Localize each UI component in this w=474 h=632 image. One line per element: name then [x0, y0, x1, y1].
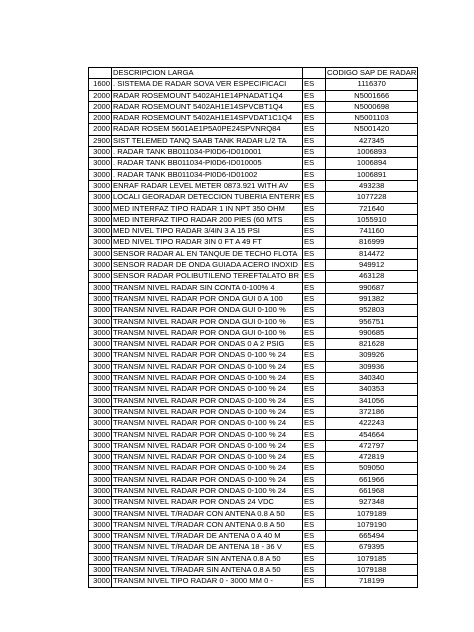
row-code-cell: 679395 [326, 542, 418, 553]
table-row [89, 553, 418, 564]
row-code-cell: 340340 [326, 373, 418, 384]
row-num-cell: 3000 [89, 214, 112, 225]
row-es-cell: ES [303, 440, 326, 451]
row-description-cell: SENSOR RADAR DE ONDA GUIADA ACERO INOXID [112, 260, 303, 271]
row-code-cell: 991382 [326, 293, 418, 304]
table-row [89, 463, 418, 474]
row-description-cell: SENSOR RADAR POLIBUTILENO TEREFTALATO BR [112, 271, 303, 282]
row-description-cell: TRANSM NIVEL RADAR POR ONDAS 0-100 % 24 [112, 406, 303, 417]
table-row [89, 474, 418, 485]
row-num-cell: 3000 [89, 440, 112, 451]
table-row [89, 158, 418, 169]
row-code-cell: 1079190 [326, 519, 418, 530]
row-code-cell: 814472 [326, 248, 418, 259]
table-row [89, 282, 418, 293]
row-code-cell: 741160 [326, 226, 418, 237]
row-es-cell: ES [303, 361, 326, 372]
row-description-cell: TRANSM NIVEL RADAR POR ONDAS 0-100 % 24 [112, 429, 303, 440]
row-num-cell: 3000 [89, 463, 112, 474]
row-num-cell: 2000 [89, 101, 112, 112]
table-row [89, 214, 418, 225]
row-num-cell: 3000 [89, 406, 112, 417]
header-description-cell: DESCRIPCION LARGA [112, 68, 303, 79]
row-code-cell: 463128 [326, 271, 418, 282]
row-es-cell: ES [303, 158, 326, 169]
header-row [89, 68, 418, 79]
row-description-cell: TRANSM NIVEL RADAR POR ONDAS 0-100 % 24 [112, 474, 303, 485]
row-es-cell: ES [303, 305, 326, 316]
row-description-cell: TRANSM NIVEL RADAR POR ONDAS 0-100 % 24 [112, 361, 303, 372]
row-num-cell: 3000 [89, 282, 112, 293]
row-es-cell: ES [303, 248, 326, 259]
table-row [89, 576, 418, 587]
table-row [89, 440, 418, 451]
row-es-cell: ES [303, 169, 326, 180]
table-row [89, 531, 418, 542]
table-row [89, 395, 418, 406]
table-row [89, 90, 418, 101]
table-row [89, 237, 418, 248]
row-code-cell: 1079188 [326, 565, 418, 576]
row-code-cell: 309936 [326, 361, 418, 372]
row-code-cell: 721640 [326, 203, 418, 214]
table-row [89, 79, 418, 90]
row-description-cell: MED INTERFAZ TIPO RADAR 200 PIES (60 MTS [112, 214, 303, 225]
row-num-cell: 3000 [89, 305, 112, 316]
row-description-cell: LOCALI GEORADAR DETECCION TUBERIA ENTERR [112, 192, 303, 203]
row-description-cell: RADAR ROSEMOUNT 5402AH1E14SPVCBT1Q4 [112, 101, 303, 112]
table-row [89, 271, 418, 282]
row-code-cell: 990687 [326, 282, 418, 293]
row-es-cell: ES [303, 531, 326, 542]
row-es-cell: ES [303, 101, 326, 112]
header-code-cell: CODIGO SAP DE RADAR [327, 68, 417, 77]
row-es-cell: ES [303, 203, 326, 214]
row-description-cell: TRANSM NIVEL RADAR POR ONDAS 0-100 % 24 [112, 485, 303, 496]
row-num-cell: 2000 [89, 90, 112, 101]
row-description-cell: RADAR ROSEMOUNT 5402AH1E14SPVDAT1C1Q4 [112, 113, 303, 124]
row-es-cell: ES [303, 260, 326, 271]
row-es-cell: ES [303, 542, 326, 553]
row-code-cell: 1116370 [326, 79, 418, 90]
row-description-cell: RADAR ROSEM 5601AE1P5A0PE24SPVNRQ84 [112, 124, 303, 135]
row-es-cell: ES [303, 474, 326, 485]
row-num-cell: 3000 [89, 553, 112, 564]
row-description-cell: . RADAR TANK BB011034-PI0D6-ID010001 [112, 147, 303, 158]
table-row [89, 305, 418, 316]
table-row [89, 180, 418, 191]
row-es-cell: ES [303, 135, 326, 146]
table-row [89, 542, 418, 553]
row-description-cell: TRANSM NIVEL RADAR POR ONDAS 0-100 % 24 [112, 452, 303, 463]
row-code-cell: 1079185 [326, 553, 418, 564]
row-es-cell: ES [303, 406, 326, 417]
row-description-cell: TRANSM NIVEL T/RADAR CON ANTENA 0.8 A 50 [112, 508, 303, 519]
row-code-cell: 816999 [326, 237, 418, 248]
row-num-cell: 3000 [89, 180, 112, 191]
row-num-cell: 3000 [89, 508, 112, 519]
table-row [89, 113, 418, 124]
table-body [89, 68, 418, 588]
row-code-cell: N5000698 [326, 101, 418, 112]
row-code-cell: 1077228 [326, 192, 418, 203]
table-row [89, 384, 418, 395]
table-row [89, 135, 418, 146]
row-code-cell: 665494 [326, 531, 418, 542]
row-es-cell: ES [303, 350, 326, 361]
row-code-cell: 472819 [326, 452, 418, 463]
row-description-cell: TRANSM NIVEL RADAR POR ONDA GUI 0-100 % [112, 305, 303, 316]
table-row [89, 147, 418, 158]
row-num-cell: 3000 [89, 192, 112, 203]
row-num-cell: 3000 [89, 248, 112, 259]
radar-code-table [88, 67, 418, 588]
row-num-cell: 3000 [89, 474, 112, 485]
row-description-cell: TRANSM NIVEL RADAR POR ONDAS 0-100 % 24 [112, 418, 303, 429]
row-code-cell: 309926 [326, 350, 418, 361]
table-row [89, 316, 418, 327]
row-code-cell: 509050 [326, 463, 418, 474]
table-row [89, 418, 418, 429]
row-es-cell: ES [303, 373, 326, 384]
row-description-cell: TRANSM NIVEL RADAR POR ONDAS 0-100 % 24 [112, 395, 303, 406]
row-num-cell: 3000 [89, 226, 112, 237]
row-es-cell: ES [303, 395, 326, 406]
table-row [89, 339, 418, 350]
row-es-cell: ES [303, 271, 326, 282]
row-code-cell: 1006893 [326, 147, 418, 158]
row-code-cell: 661966 [326, 474, 418, 485]
row-num-cell: 3000 [89, 293, 112, 304]
row-code-cell: 952803 [326, 305, 418, 316]
row-es-cell: ES [303, 316, 326, 327]
row-description-cell: TRANSM NIVEL T/RADAR CON ANTENA 0.8 A 50 [112, 519, 303, 530]
row-es-cell: ES [303, 327, 326, 338]
table-row [89, 260, 418, 271]
row-num-cell: 3000 [89, 147, 112, 158]
row-description-cell: . SISTEMA DE RADAR SOVA VER ESPECIFICACI [112, 79, 303, 90]
row-code-cell: N5001420 [326, 124, 418, 135]
row-code-cell: 1079189 [326, 508, 418, 519]
row-code-cell: 956751 [326, 316, 418, 327]
row-es-cell: ES [303, 576, 326, 587]
row-description-cell: TRANSM NIVEL RADAR POR ONDA GUI 0 A 100 [112, 293, 303, 304]
row-description-cell: TRANSM NIVEL T/RADAR DE ANTENA 18 - 36 V [112, 542, 303, 553]
row-code-cell: 1006891 [326, 169, 418, 180]
row-code-cell: 372186 [326, 406, 418, 417]
row-num-cell: 3000 [89, 350, 112, 361]
row-description-cell: MED INTERFAZ TIPO RADAR 1 IN NPT 350 OHM [112, 203, 303, 214]
row-code-cell: 341056 [326, 395, 418, 406]
row-description-cell: TRANSM NIVEL T/RADAR DE ANTENA 0 A 40 M [112, 531, 303, 542]
row-es-cell: ES [303, 237, 326, 248]
row-es-cell: ES [303, 124, 326, 135]
row-num-cell: 3000 [89, 203, 112, 214]
row-num-cell: 3000 [89, 497, 112, 508]
table-row [89, 565, 418, 576]
row-description-cell: TRANSM NIVEL RADAR POR ONDAS 0 A 2 PSIG [112, 339, 303, 350]
table-row [89, 452, 418, 463]
row-es-cell: ES [303, 214, 326, 225]
row-num-cell: 3000 [89, 519, 112, 530]
row-num-cell: 3000 [89, 169, 112, 180]
table-row [89, 226, 418, 237]
row-num-cell: 3000 [89, 485, 112, 496]
row-description-cell: MED NIVEL TIPO RADAR 3IN 0 FT A 49 FT [112, 237, 303, 248]
row-description-cell: TRANSM NIVEL T/RADAR SIN ANTENA 0.8 A 50 [112, 565, 303, 576]
row-es-cell: ES [303, 384, 326, 395]
row-num-cell: 3000 [89, 373, 112, 384]
row-num-cell: 3000 [89, 361, 112, 372]
row-code-cell: 427345 [326, 135, 418, 146]
row-es-cell: ES [303, 429, 326, 440]
row-num-cell: 3000 [89, 384, 112, 395]
table-row [89, 429, 418, 440]
row-es-cell: ES [303, 192, 326, 203]
row-es-cell: ES [303, 485, 326, 496]
row-num-cell: 2000 [89, 124, 112, 135]
row-es-cell: ES [303, 113, 326, 124]
row-code-cell: N5001666 [326, 90, 418, 101]
row-num-cell: 2000 [89, 113, 112, 124]
row-num-cell: 3000 [89, 542, 112, 553]
header-num-cell [89, 68, 112, 79]
row-num-cell: 3000 [89, 395, 112, 406]
table-row [89, 248, 418, 259]
table-row [89, 327, 418, 338]
row-num-cell: 3000 [89, 158, 112, 169]
table-row [89, 350, 418, 361]
row-description-cell: TRANSM NIVEL RADAR POR ONDA GUI 0-100 % [112, 316, 303, 327]
row-code-cell: 949912 [326, 260, 418, 271]
row-description-cell: TRANSM NIVEL RADAR POR ONDAS 0-100 % 24 [112, 440, 303, 451]
row-code-cell: 1055910 [326, 214, 418, 225]
row-description-cell: TRANSM NIVEL RADAR POR ONDAS 0-100 % 24 [112, 463, 303, 474]
table-row [89, 373, 418, 384]
row-code-cell: 990685 [326, 327, 418, 338]
row-description-cell: MED NIVEL TIPO RADAR 3/4IN 3 A 15 PSI [112, 226, 303, 237]
row-num-cell: 3000 [89, 316, 112, 327]
row-code-cell: 927348 [326, 497, 418, 508]
row-description-cell: TRANSM NIVEL RADAR SIN CONTA 0-100% 4 [112, 282, 303, 293]
row-num-cell: 3000 [89, 565, 112, 576]
header-es-cell [303, 68, 326, 79]
row-es-cell: ES [303, 497, 326, 508]
table-row [89, 361, 418, 372]
row-es-cell: ES [303, 79, 326, 90]
row-num-cell: 3000 [89, 237, 112, 248]
row-es-cell: ES [303, 519, 326, 530]
row-description-cell: TRANSM NIVEL RADAR POR ONDAS 0-100 % 24 [112, 373, 303, 384]
row-description-cell: TRANSM NIVEL RADAR POR ONDA GUI 0-100 % [112, 327, 303, 338]
row-es-cell: ES [303, 339, 326, 350]
table-row [89, 519, 418, 530]
table-row [89, 508, 418, 519]
row-description-cell: TRANSM NIVEL RADAR POR ONDAS 24 VDC [112, 497, 303, 508]
table-row [89, 485, 418, 496]
row-description-cell: TRANSM NIVEL TIPO RADAR 0 - 3000 MM 0 - [112, 576, 303, 587]
row-code-cell: 821628 [326, 339, 418, 350]
row-description-cell: RADAR ROSEMOUNT 5402AH1E14PNADAT1Q4 [112, 90, 303, 101]
row-es-cell: ES [303, 147, 326, 158]
row-num-cell: 3000 [89, 260, 112, 271]
table-row [89, 406, 418, 417]
row-es-cell: ES [303, 565, 326, 576]
row-code-cell: 422243 [326, 418, 418, 429]
row-num-cell: 1600 [89, 79, 112, 90]
row-num-cell: 3000 [89, 531, 112, 542]
row-description-cell: TRANSM NIVEL T/RADAR SIN ANTENA 0.8 A 50 [112, 553, 303, 564]
row-es-cell: ES [303, 463, 326, 474]
row-code-cell: 493238 [326, 180, 418, 191]
row-num-cell: 3000 [89, 327, 112, 338]
table-row [89, 169, 418, 180]
row-code-cell: 454664 [326, 429, 418, 440]
row-num-cell: 3000 [89, 452, 112, 463]
table-row [89, 192, 418, 203]
row-description-cell: TRANSM NIVEL RADAR POR ONDAS 0-100 % 24 [112, 350, 303, 361]
row-es-cell: ES [303, 418, 326, 429]
row-num-cell: 3000 [89, 429, 112, 440]
row-es-cell: ES [303, 553, 326, 564]
row-num-cell: 3000 [89, 576, 112, 587]
row-num-cell: 3000 [89, 271, 112, 282]
row-description-cell: SIST TELEMED TANQ SAAB TANK RADAR L/2 TA [112, 135, 303, 146]
row-es-cell: ES [303, 90, 326, 101]
table-row [89, 203, 418, 214]
row-code-cell: N5001103 [326, 113, 418, 124]
row-num-cell: 3000 [89, 339, 112, 350]
row-es-cell: ES [303, 282, 326, 293]
row-description-cell: . RADAR TANK BB011034-PI0D6-ID01002 [112, 169, 303, 180]
row-code-cell: 340353 [326, 384, 418, 395]
row-es-cell: ES [303, 293, 326, 304]
row-code-cell: 661968 [326, 485, 418, 496]
row-code-cell: 718199 [326, 576, 418, 587]
row-es-cell: ES [303, 452, 326, 463]
table-row [89, 497, 418, 508]
row-code-cell: 472797 [326, 440, 418, 451]
row-es-cell: ES [303, 180, 326, 191]
table-row [89, 293, 418, 304]
row-es-cell: ES [303, 508, 326, 519]
row-num-cell: 3000 [89, 418, 112, 429]
table-row [89, 101, 418, 112]
row-code-cell: 1006894 [326, 158, 418, 169]
row-description-cell: . RADAR TANK BB011034-PI0D6-ID010005 [112, 158, 303, 169]
row-num-cell: 2900 [89, 135, 112, 146]
row-description-cell: ENRAF RADAR LEVEL METER 0873.921 WITH AV [112, 180, 303, 191]
table-row [89, 124, 418, 135]
row-description-cell: TRANSM NIVEL RADAR POR ONDAS 0-100 % 24 [112, 384, 303, 395]
row-es-cell: ES [303, 226, 326, 237]
row-description-cell: SENSOR RADAR AL EN TANQUE DE TECHO FLOTA [112, 248, 303, 259]
